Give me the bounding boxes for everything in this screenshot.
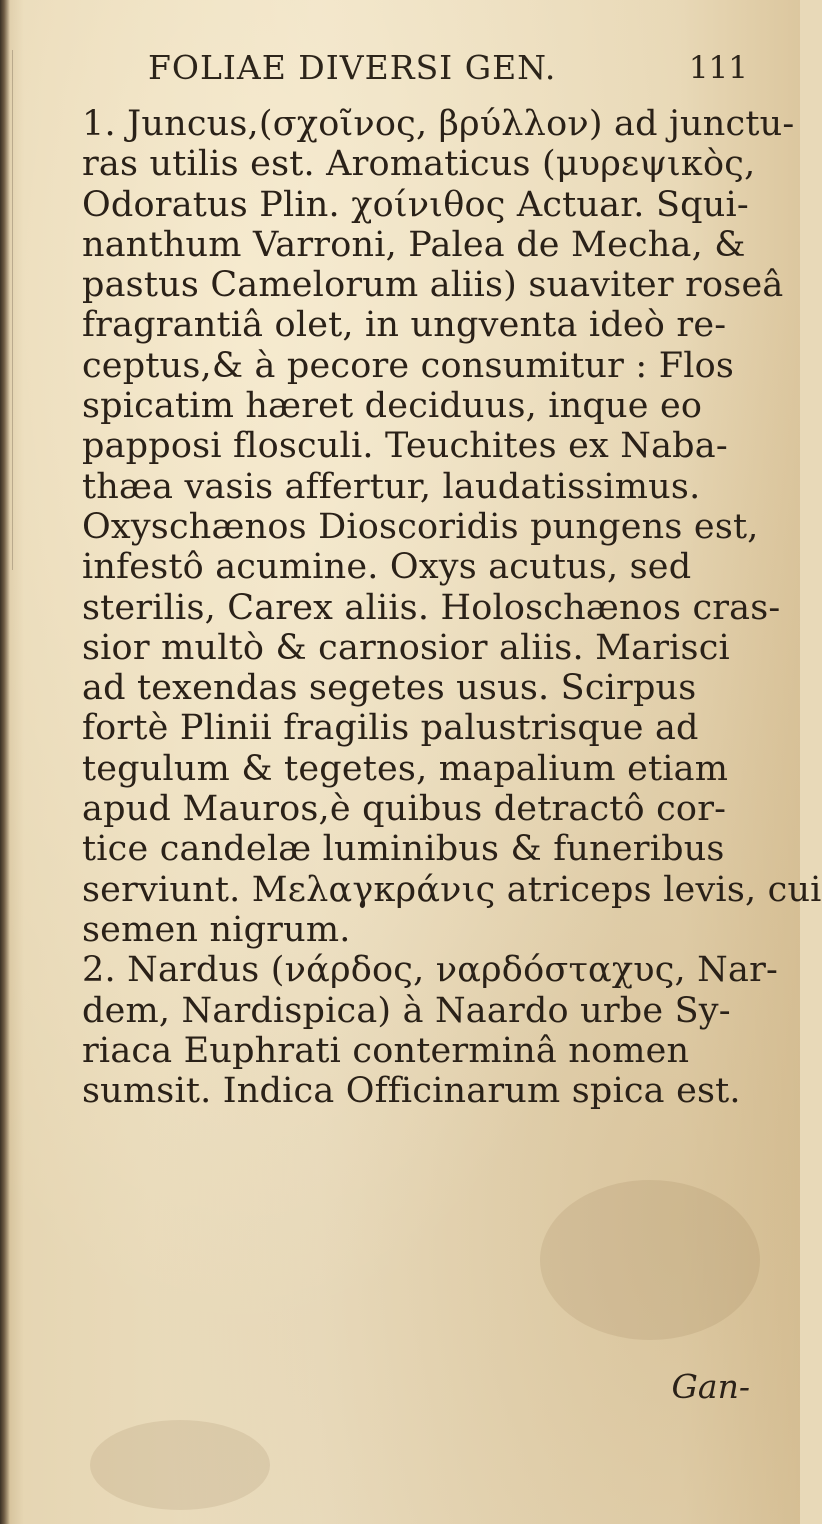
text-line: 1. Juncus,(σχοῖνος, βρύλλον) ad junctu-: [82, 104, 795, 144]
text-line: ceptus,& à pecore consumitur : Flos: [82, 345, 735, 386]
text-line: sterilis, Carex aliis. Holoschænos cras-: [82, 587, 781, 628]
text-line: sumsit. Indica Officinarum spica est.: [82, 1071, 741, 1112]
text-line: tice candelæ luminibus & funeribus: [82, 829, 725, 870]
catchword: Gan-: [671, 1367, 750, 1406]
text-line: semen nigrum.: [82, 909, 351, 950]
text-line: Oxyschænos Dioscoridis pungens est,: [82, 506, 759, 547]
text-line: infestô acumine. Oxys acutus, sed: [82, 547, 692, 588]
text-line: 2. Nardus (νάρδος, ναρδόσταχυς, Nar-: [82, 950, 779, 991]
text-line: nanthum Varroni, Palea de Mecha, &: [82, 224, 746, 265]
text-line: ras utilis est. Aromaticus (μυρεψικὸς,: [82, 144, 756, 185]
text-line: Odoratus Plin. χοίνιθος Actuar. Squi-: [82, 184, 749, 225]
text-line: tegulum & tegetes, mapalium etiam: [82, 748, 729, 789]
text-line: fragrantiâ olet, in ungventa ideò re-: [82, 305, 727, 346]
text-line: thæa vasis affertur, laudatissimus.: [82, 466, 701, 507]
catchword-row: [82, 1367, 750, 1406]
binding-gutter: [0, 0, 10, 1524]
text-line: pastus Camelorum aliis) suaviter roseâ: [82, 265, 784, 306]
text-line: ad texendas segetes usus. Scirpus: [82, 668, 697, 709]
page-number: 111: [688, 50, 748, 86]
text-line: serviunt. Μελαγκράνις atriceps levis, cui: [82, 869, 822, 910]
text-line: dem, Nardispica) à Naardo urbe Sy-: [82, 990, 731, 1031]
paper-stain: [90, 1420, 270, 1510]
paper-stain: [540, 1180, 760, 1340]
text-line: papposi flosculi. Teuchites ex Naba-: [82, 426, 728, 467]
running-head: FOLIAE DIVERSI GEN.: [148, 48, 557, 87]
body-text: [82, 104, 822, 1112]
page-header: [148, 48, 748, 98]
text-line: riaca Euphrati conterminâ nomen: [82, 1030, 690, 1071]
text-line: sior multò & carnosior aliis. Marisci: [82, 627, 730, 668]
margin-rule: [12, 50, 13, 570]
text-line: spicatim hæret deciduus, inque eo: [82, 386, 703, 427]
text-line: fortè Plinii fragilis palustrisque ad: [82, 708, 699, 749]
text-line: apud Mauros,è quibus detractô cor-: [82, 789, 727, 830]
